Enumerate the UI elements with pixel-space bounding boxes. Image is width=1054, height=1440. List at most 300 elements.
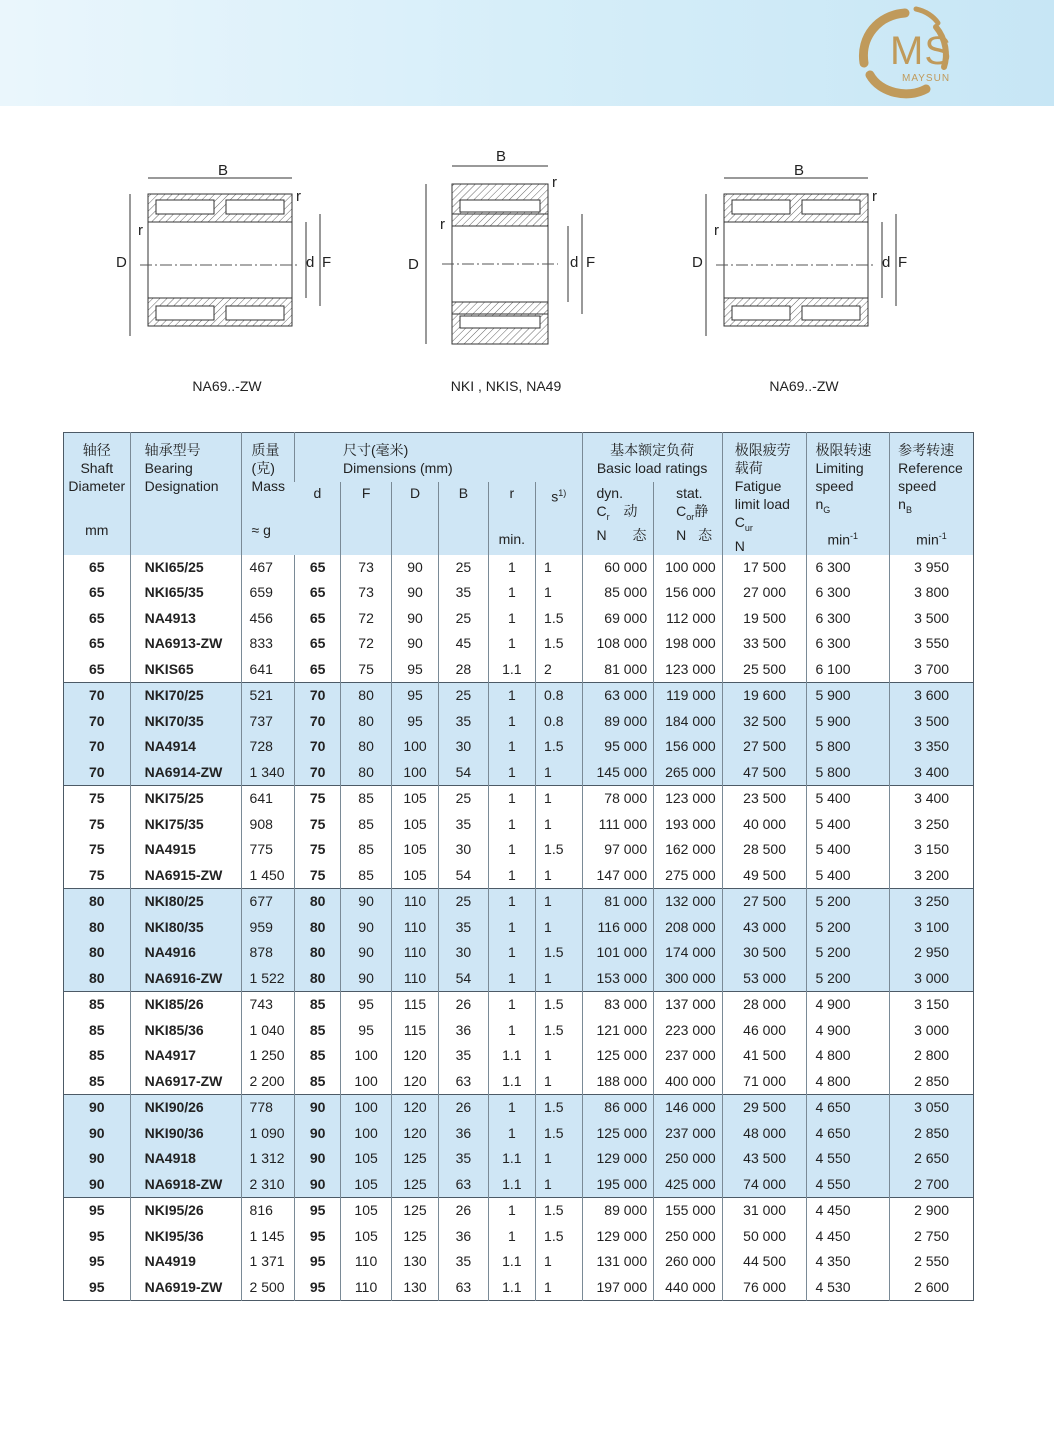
F-cell: 80 [341, 683, 391, 709]
mass-cell: 1 371 [241, 1249, 294, 1275]
B-cell: 25 [439, 606, 488, 632]
D-cell: 105 [391, 812, 438, 838]
F-cell: 85 [341, 786, 391, 812]
mass-cell: 1 090 [241, 1121, 294, 1147]
header-fatigue: 极限疲劳 载荷 Fatigue limit load $C_{ur}$ N [722, 433, 807, 555]
cr-cell: 85 000 [582, 580, 654, 606]
mass-cell: 1 450 [241, 863, 294, 889]
B-cell: 26 [439, 992, 488, 1018]
limiting-speed-cell: 5 400 [807, 812, 890, 838]
s-cell: 1.5 [536, 1095, 582, 1121]
s-cell: 1 [536, 863, 582, 889]
B-cell: 35 [439, 709, 488, 735]
spec-table-body [64, 555, 974, 1301]
limiting-speed-cell: 6 300 [807, 606, 890, 632]
s-cell: 1.5 [536, 940, 582, 966]
reference-speed-cell: 3 550 [890, 631, 974, 657]
s-cell: 1 [536, 1172, 582, 1198]
designation-cell: NA4919 [130, 1249, 241, 1275]
header-D: D [391, 482, 438, 555]
designation-cell: NA6914-ZW [130, 760, 241, 786]
mass-cell: 743 [241, 992, 294, 1018]
cur-cell: 46 000 [722, 1018, 807, 1044]
s-cell: 1.5 [536, 992, 582, 1018]
D-cell: 120 [391, 1121, 438, 1147]
F-cell: 95 [341, 1018, 391, 1044]
d-cell: 75 [294, 786, 340, 812]
table-row [64, 863, 974, 889]
bearing-diagram-na69-zw-right [686, 150, 926, 350]
F-cell: 72 [341, 631, 391, 657]
logo-text: MS [890, 29, 952, 73]
table-row [64, 1172, 974, 1198]
shaft-cell: 75 [64, 786, 131, 812]
shaft-cell: 70 [64, 760, 131, 786]
table-row [64, 992, 974, 1018]
F-cell: 85 [341, 812, 391, 838]
d-cell: 85 [294, 1018, 340, 1044]
designation-cell: NKI65/35 [130, 580, 241, 606]
D-cell: 100 [391, 734, 438, 760]
cor-cell: 119 000 [654, 683, 723, 709]
cur-cell: 25 500 [722, 657, 807, 683]
mass-cell: 641 [241, 657, 294, 683]
shaft-cell: 70 [64, 709, 131, 735]
cr-cell: 125 000 [582, 1121, 654, 1147]
mass-cell: 677 [241, 889, 294, 915]
B-cell: 35 [439, 1249, 488, 1275]
d-cell: 85 [294, 992, 340, 1018]
d-cell: 65 [294, 657, 340, 683]
cor-cell: 193 000 [654, 812, 723, 838]
limiting-speed-cell: 5 800 [807, 760, 890, 786]
d-cell: 90 [294, 1121, 340, 1147]
shaft-cell: 65 [89, 660, 105, 677]
F-cell: 100 [341, 1121, 391, 1147]
F-cell: 100 [341, 1043, 391, 1069]
D-cell: 105 [391, 786, 438, 812]
cur-cell: 71 000 [722, 1069, 807, 1095]
r-cell: 1 [488, 966, 535, 992]
designation-cell: NKI95/36 [130, 1224, 241, 1250]
d-cell: 80 [294, 966, 340, 992]
cr-cell: 145 000 [582, 760, 654, 786]
d-cell: 80 [294, 940, 340, 966]
s-cell: 1 [536, 760, 582, 786]
D-cell: 90 [391, 606, 438, 632]
mass-cell: 816 [241, 1198, 294, 1224]
cr-cell: 78 000 [582, 786, 654, 812]
r-cell: 1 [488, 889, 535, 915]
cr-cell: 129 000 [582, 1224, 654, 1250]
d-cell: 65 [294, 555, 340, 581]
limiting-speed-cell: 4 650 [807, 1095, 890, 1121]
shaft-cell: 80 [64, 966, 131, 992]
cor-cell: 100 000 [654, 555, 723, 581]
cur-cell: 19 500 [722, 606, 807, 632]
r-cell: 1 [488, 1018, 535, 1044]
cur-cell: 50 000 [722, 1224, 807, 1250]
r-cell: 1 [488, 1121, 535, 1147]
D-cell: 120 [391, 1069, 438, 1095]
designation-cell: NA4913 [130, 606, 241, 632]
F-cell: 73 [341, 555, 391, 581]
d-cell: 95 [294, 1249, 340, 1275]
table-row [64, 606, 974, 632]
s-cell: 1 [536, 812, 582, 838]
limiting-speed-cell: 5 200 [807, 889, 890, 915]
table-row [64, 1121, 974, 1147]
diagram-caption: NKI , NKIS, NA49 [450, 378, 562, 394]
reference-speed-cell: 3 000 [890, 1018, 974, 1044]
limiting-speed-cell: 5 400 [807, 837, 890, 863]
limiting-speed-cell: 5 800 [807, 734, 890, 760]
reference-speed-cell: 3 500 [890, 606, 974, 632]
mass-cell: 659 [241, 580, 294, 606]
B-cell: 30 [439, 734, 488, 760]
cur-cell: 27 500 [722, 889, 807, 915]
reference-speed-cell: 3 150 [890, 837, 974, 863]
shaft-cell: 90 [64, 1146, 131, 1172]
designation-cell: NKI95/26 [130, 1198, 241, 1224]
cr-cell: 108 000 [582, 631, 654, 657]
cor-cell: 300 000 [654, 966, 723, 992]
dimension-F-label: F [586, 254, 596, 271]
mass-cell: 833 [241, 631, 294, 657]
r-cell: 1.1 [488, 1069, 535, 1095]
cor-cell: 123 000 [654, 786, 723, 812]
r-cell: 1.1 [488, 1146, 535, 1172]
s-cell: 1 [536, 786, 582, 812]
cr-cell: 63 000 [582, 683, 654, 709]
shaft-cell: 85 [89, 1047, 105, 1064]
d-cell: 65 [294, 606, 340, 632]
B-cell: 36 [439, 1224, 488, 1250]
d-cell: 70 [294, 734, 340, 760]
D-cell: 115 [391, 992, 438, 1018]
D-cell: 115 [391, 1018, 438, 1044]
designation-cell: NA6915-ZW [130, 863, 241, 889]
cur-cell: 33 500 [722, 631, 807, 657]
s-cell: 2 [536, 657, 582, 683]
cor-cell: 198 000 [654, 631, 723, 657]
cur-cell: 43 000 [722, 915, 807, 941]
B-cell: 36 [439, 1121, 488, 1147]
cor-cell: 174 000 [654, 940, 723, 966]
designation-cell: NA6918-ZW [130, 1172, 241, 1198]
B-cell: 63 [439, 1069, 488, 1095]
shaft-cell: 65 [89, 584, 105, 601]
dimension-b-label: B [218, 162, 229, 179]
cor-cell: 146 000 [654, 1095, 723, 1121]
cor-cell: 237 000 [654, 1043, 723, 1069]
D-cell: 95 [391, 657, 438, 683]
cr-cell: 111 000 [582, 812, 654, 838]
B-cell: 63 [439, 1172, 488, 1198]
d-cell: 70 [294, 683, 340, 709]
dimension-D-label: D [692, 254, 703, 271]
r-cell: 1 [488, 992, 535, 1018]
table-row [64, 966, 974, 992]
B-cell: 35 [439, 915, 488, 941]
r-cell: 1 [488, 580, 535, 606]
reference-speed-cell: 3 000 [890, 966, 974, 992]
cr-cell: 129 000 [582, 1146, 654, 1172]
d-cell: 65 [294, 631, 340, 657]
d-cell: 75 [294, 812, 340, 838]
cr-cell: 60 000 [582, 555, 654, 581]
table-row [64, 1146, 974, 1172]
r-cell: 1 [488, 709, 535, 735]
limiting-speed-cell: 4 800 [807, 1069, 890, 1095]
logo-subtext: MAYSUN [902, 73, 951, 84]
d-cell: 95 [294, 1275, 340, 1301]
B-cell: 25 [439, 786, 488, 812]
F-cell: 95 [341, 992, 391, 1018]
header-designation: 轴承型号 Bearing Designation [130, 433, 241, 555]
header-stat: stat. $C_{or}$静 N 态 [654, 482, 723, 555]
header-B: B [439, 482, 488, 555]
bearing-diagram-nki-na49 [396, 150, 616, 360]
cor-cell: 137 000 [654, 992, 723, 1018]
B-cell: 35 [439, 1043, 488, 1069]
mass-cell: 1 145 [241, 1224, 294, 1250]
mass-cell: 1 312 [241, 1146, 294, 1172]
diagram-caption: NA69..-ZW [769, 378, 839, 394]
F-cell: 90 [341, 940, 391, 966]
d-cell: 85 [294, 1069, 340, 1095]
B-cell: 35 [439, 812, 488, 838]
F-cell: 80 [341, 734, 391, 760]
s-cell: 1.5 [536, 1121, 582, 1147]
dimension-d-label: d [882, 254, 891, 271]
limiting-speed-cell: 4 350 [807, 1249, 890, 1275]
table-row [64, 940, 974, 966]
r-cell: 1 [488, 1224, 535, 1250]
D-cell: 105 [391, 837, 438, 863]
F-cell: 85 [341, 837, 391, 863]
designation-cell: NA6916-ZW [130, 966, 241, 992]
s-cell: 1 [536, 1249, 582, 1275]
cur-cell: 41 500 [722, 1043, 807, 1069]
s-cell: 1 [536, 1275, 582, 1301]
cur-cell: 28 000 [722, 992, 807, 1018]
D-cell: 110 [391, 915, 438, 941]
designation-cell: NKI75/25 [130, 786, 241, 812]
table-row [64, 786, 974, 812]
s-cell: 1.5 [536, 606, 582, 632]
shaft-cell: 80 [64, 915, 131, 941]
cor-cell: 440 000 [654, 1275, 723, 1301]
D-cell: 110 [391, 966, 438, 992]
B-cell: 63 [439, 1275, 488, 1301]
cr-cell: 195 000 [582, 1172, 654, 1198]
F-cell: 90 [341, 889, 391, 915]
mass-cell: 641 [241, 786, 294, 812]
s-cell: 1.5 [536, 1224, 582, 1250]
shaft-cell: 95 [89, 1227, 105, 1244]
s-cell: 1 [536, 1043, 582, 1069]
D-cell: 125 [391, 1172, 438, 1198]
cur-cell: 74 000 [722, 1172, 807, 1198]
limiting-speed-cell: 5 200 [807, 940, 890, 966]
reference-speed-cell: 3 350 [890, 734, 974, 760]
cur-cell: 30 500 [722, 940, 807, 966]
s-cell: 0.8 [536, 709, 582, 735]
cor-cell: 237 000 [654, 1121, 723, 1147]
cur-cell: 47 500 [722, 760, 807, 786]
F-cell: 90 [341, 966, 391, 992]
limiting-speed-cell: 4 450 [807, 1224, 890, 1250]
mass-cell: 467 [241, 555, 294, 581]
table-row [64, 1095, 974, 1121]
cor-cell: 260 000 [654, 1249, 723, 1275]
cr-cell: 197 000 [582, 1275, 654, 1301]
table-row [64, 734, 974, 760]
shaft-cell: 95 [89, 1278, 105, 1295]
r-cell: 1.1 [488, 1249, 535, 1275]
cr-cell: 153 000 [582, 966, 654, 992]
limiting-speed-cell: 4 900 [807, 1018, 890, 1044]
table-row [64, 580, 974, 606]
reference-speed-cell: 2 550 [890, 1249, 974, 1275]
D-cell: 105 [391, 863, 438, 889]
d-cell: 70 [294, 709, 340, 735]
table-row [64, 657, 974, 683]
shaft-cell: 80 [64, 940, 131, 966]
cur-cell: 19 600 [722, 683, 807, 709]
limiting-speed-cell: 6 300 [807, 631, 890, 657]
reference-speed-cell: 2 800 [890, 1043, 974, 1069]
B-cell: 26 [439, 1198, 488, 1224]
mass-cell: 456 [241, 606, 294, 632]
d-cell: 80 [294, 915, 340, 941]
cur-cell: 48 000 [722, 1121, 807, 1147]
reference-speed-cell: 3 400 [890, 786, 974, 812]
cor-cell: 208 000 [654, 915, 723, 941]
cr-cell: 188 000 [582, 1069, 654, 1095]
F-cell: 105 [341, 1146, 391, 1172]
designation-cell: NKI90/26 [130, 1095, 241, 1121]
designation-cell: NKI85/26 [130, 992, 241, 1018]
r-cell: 1 [488, 837, 535, 863]
designation-cell: NKI85/36 [130, 1018, 241, 1044]
s-cell: 1.5 [536, 1018, 582, 1044]
s-cell: 1 [536, 1146, 582, 1172]
reference-speed-cell: 2 600 [890, 1275, 974, 1301]
D-cell: 120 [391, 1043, 438, 1069]
header-r: r min. [488, 482, 535, 555]
B-cell: 54 [439, 760, 488, 786]
B-cell: 45 [439, 631, 488, 657]
header-dimensions: 尺寸(毫米) Dimensions (mm) [294, 433, 582, 482]
dimension-d-label: d [570, 254, 579, 271]
reference-speed-cell: 3 700 [890, 657, 974, 683]
D-cell: 120 [391, 1095, 438, 1121]
designation-cell: NKI70/25 [130, 683, 241, 709]
diagram-caption: NA69..-ZW [192, 378, 262, 394]
limiting-speed-cell: 5 900 [807, 683, 890, 709]
shaft-cell: 70 [64, 683, 131, 709]
table-row [64, 709, 974, 735]
cor-cell: 250 000 [654, 1224, 723, 1250]
cr-cell: 147 000 [582, 863, 654, 889]
limiting-speed-cell: 4 900 [807, 992, 890, 1018]
F-cell: 72 [341, 606, 391, 632]
shaft-cell: 65 [89, 609, 105, 626]
designation-cell: NKI90/36 [130, 1121, 241, 1147]
cur-cell: 76 000 [722, 1275, 807, 1301]
mass-cell: 959 [241, 915, 294, 941]
d-cell: 95 [294, 1224, 340, 1250]
s-cell: 1.5 [536, 1198, 582, 1224]
shaft-cell: 90 [64, 1121, 131, 1147]
F-cell: 105 [341, 1172, 391, 1198]
shaft-cell: 65 [89, 635, 105, 652]
mass-cell: 1 522 [241, 966, 294, 992]
r-cell: 1 [488, 555, 535, 581]
header-mass: 质量 (克) Mass ≈ g [241, 433, 294, 555]
limiting-speed-cell: 5 200 [807, 966, 890, 992]
F-cell: 110 [341, 1249, 391, 1275]
B-cell: 28 [439, 657, 488, 683]
d-cell: 70 [294, 760, 340, 786]
mass-cell: 521 [241, 683, 294, 709]
designation-cell: NA4914 [130, 734, 241, 760]
dimension-r-top-label: r [552, 174, 557, 191]
designation-cell: NA4915 [130, 837, 241, 863]
designation-cell: NA4916 [130, 940, 241, 966]
table-row [64, 1224, 974, 1250]
dimension-r-side-label: r [138, 222, 143, 239]
shaft-cell: 80 [64, 889, 131, 915]
designation-cell: NKIS65 [130, 657, 241, 683]
s-cell: 1 [536, 555, 582, 581]
r-cell: 1 [488, 1095, 535, 1121]
cor-cell: 123 000 [654, 657, 723, 683]
header-band [0, 0, 1054, 106]
mass-cell: 908 [241, 812, 294, 838]
B-cell: 26 [439, 1095, 488, 1121]
limiting-speed-cell: 5 900 [807, 709, 890, 735]
d-cell: 75 [294, 837, 340, 863]
cor-cell: 250 000 [654, 1146, 723, 1172]
d-cell: 90 [294, 1095, 340, 1121]
B-cell: 54 [439, 863, 488, 889]
D-cell: 125 [391, 1198, 438, 1224]
designation-cell: NA6919-ZW [130, 1275, 241, 1301]
designation-cell: NKI65/25 [130, 555, 241, 581]
mass-cell: 1 040 [241, 1018, 294, 1044]
bearing-spec-table [63, 432, 974, 1301]
table-row [64, 1249, 974, 1275]
designation-cell: NKI80/35 [130, 915, 241, 941]
cur-cell: 53 000 [722, 966, 807, 992]
shaft-cell: 90 [64, 1095, 131, 1121]
s-cell: 1.5 [536, 837, 582, 863]
cur-cell: 44 500 [722, 1249, 807, 1275]
d-cell: 90 [294, 1172, 340, 1198]
cur-cell: 40 000 [722, 812, 807, 838]
s-cell: 1 [536, 966, 582, 992]
cor-cell: 156 000 [654, 734, 723, 760]
B-cell: 35 [439, 1146, 488, 1172]
shaft-cell: 85 [89, 1072, 105, 1089]
d-cell: 90 [294, 1146, 340, 1172]
header-F: F [341, 482, 391, 555]
cr-cell: 101 000 [582, 940, 654, 966]
cur-cell: 23 500 [722, 786, 807, 812]
